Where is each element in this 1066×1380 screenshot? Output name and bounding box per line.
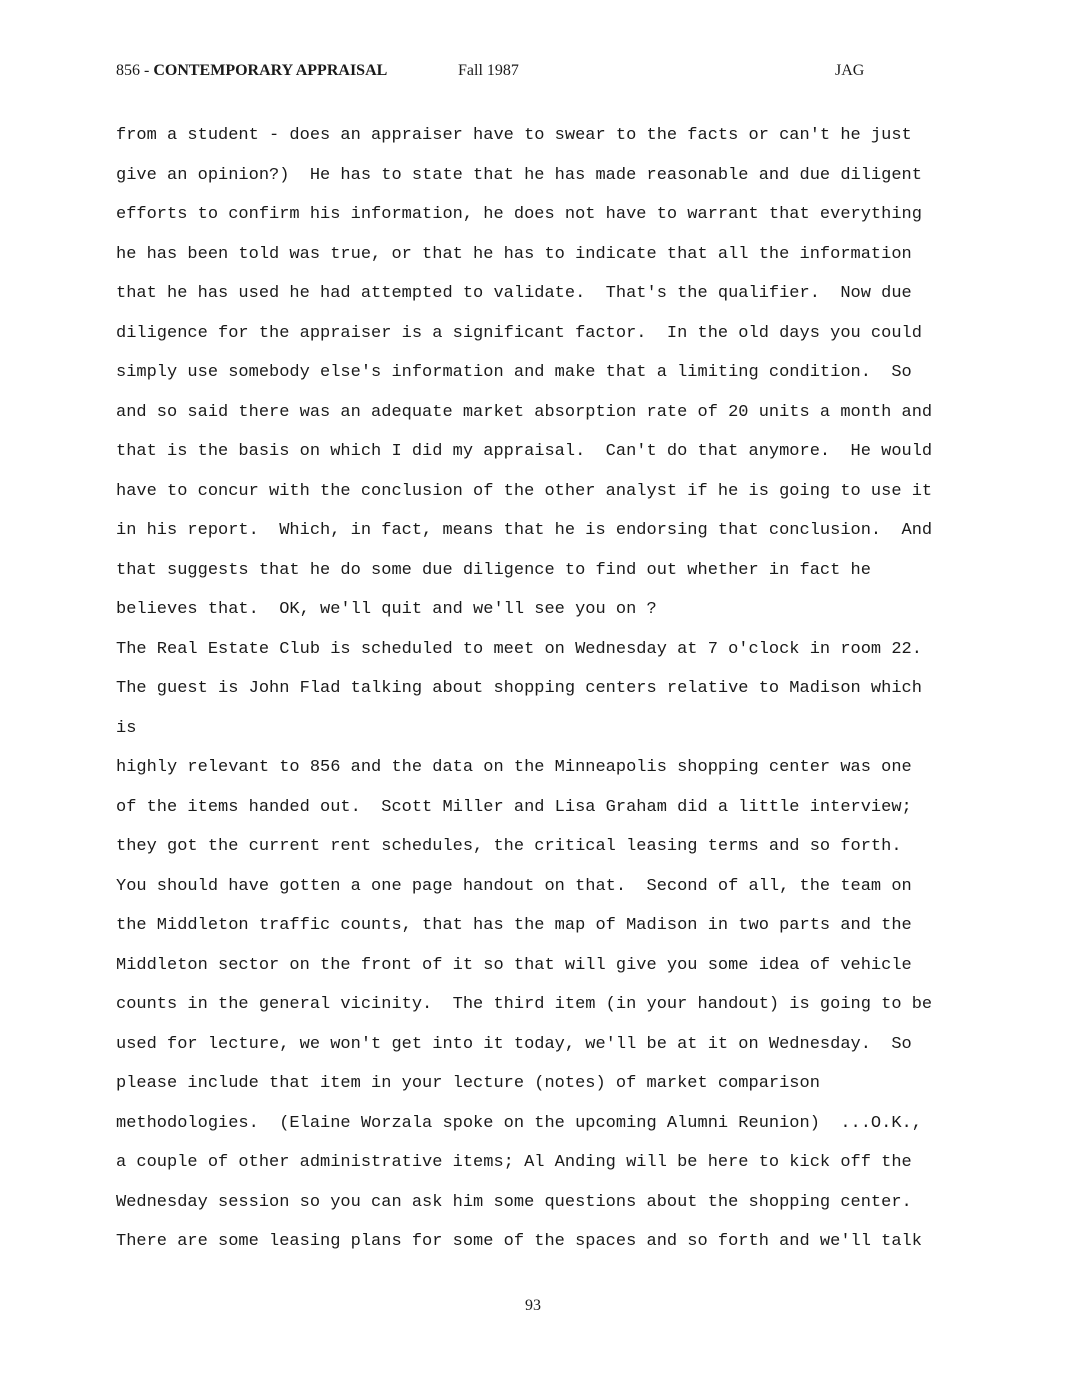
transcript-line: that suggests that he do some due diligence to find out whether in fact he: [116, 560, 871, 580]
transcript-line: the Middleton traffic counts, that has the map of Madison in two parts and the: [116, 916, 912, 935]
transcript-line: The Real Estate Club is scheduled to meet on Wednesday at 7 o'clock in room 22.: [116, 639, 922, 659]
transcript-line: efforts to confirm his information, he does not have to warrant that everything: [116, 205, 922, 224]
transcript-line: of the items handed out. Scott Miller and Lisa Graham did a little interview;: [116, 797, 912, 817]
transcript-body: [116, 116, 976, 1262]
transcript-line: a couple of other administrative items; Al Anding will be here to kick off the: [116, 1153, 912, 1172]
transcript-line: is: [116, 718, 137, 738]
term-label: Fall 1987: [458, 62, 519, 79]
transcript-line: Wednesday session so you can ask him some questions about the shopping center.: [116, 1192, 912, 1212]
transcript-line: and so said there was an adequate market absorption rate of 20 units a month and: [116, 402, 933, 422]
course-title: CONTEMPORARY APPRAISAL: [153, 62, 388, 79]
transcript-line: simply use somebody else's information and make that a limiting condition. So: [116, 363, 912, 382]
transcript-line: counts in the general vicinity. The third item (in your handout) is going to be: [116, 995, 933, 1014]
page-header: [0, 62, 1066, 86]
page-number: 93: [525, 1297, 541, 1314]
transcript-line: highly relevant to 856 and the data on the Minneapolis shopping center was one: [116, 758, 912, 777]
transcript-line: give an opinion?) He has to state that he has made reasonable and due diligent: [116, 165, 922, 185]
transcript-line: You should have gotten a one page handout on that. Second of all, the team on: [116, 876, 912, 896]
transcript-line: methodologies. (Elaine Worzala spoke on the upcoming Alumni Reunion) ...O.K.,: [116, 1113, 922, 1133]
transcript-line: he has been told was true, or that he has to indicate that all the information: [116, 244, 912, 264]
transcript-line: diligence for the appraiser is a significant factor. In the old days you could: [116, 323, 922, 343]
transcript-line: that is the basis on which I did my appraisal. Can't do that anymore. He would: [116, 442, 933, 461]
transcript-line: in his report. Which, in fact, means that he is endorsing that conclusion. And: [116, 521, 933, 540]
transcript-line: Middleton sector on the front of it so that will give you some idea of vehicle: [116, 955, 912, 975]
transcript-line: they got the current rent schedules, the critical leasing terms and so forth.: [116, 837, 902, 856]
transcript-line: please include that item in your lecture (notes) of market comparison: [116, 1074, 820, 1093]
transcript-line: There are some leasing plans for some of the spaces and so forth and we'll talk: [116, 1232, 922, 1251]
transcript-line: believes that. OK, we'll quit and we'll see you on ?: [116, 600, 657, 619]
transcript-line: The guest is John Flad talking about shopping centers relative to Madison which: [116, 679, 922, 698]
transcript-line: from a student - does an appraiser have to swear to the facts or can't he just: [116, 126, 912, 145]
transcript-line: used for lecture, we won't get into it today, we'll be at it on Wednesday. So: [116, 1034, 912, 1054]
transcript-line: that he has used he had attempted to validate. That's the qualifier. Now due: [116, 284, 912, 303]
course-heading: [116, 62, 387, 80]
transcript-line: have to concur with the conclusion of the other analyst if he is going to use it: [116, 481, 933, 501]
course-number: 856 -: [116, 62, 150, 79]
author-initials: JAG: [835, 62, 865, 79]
